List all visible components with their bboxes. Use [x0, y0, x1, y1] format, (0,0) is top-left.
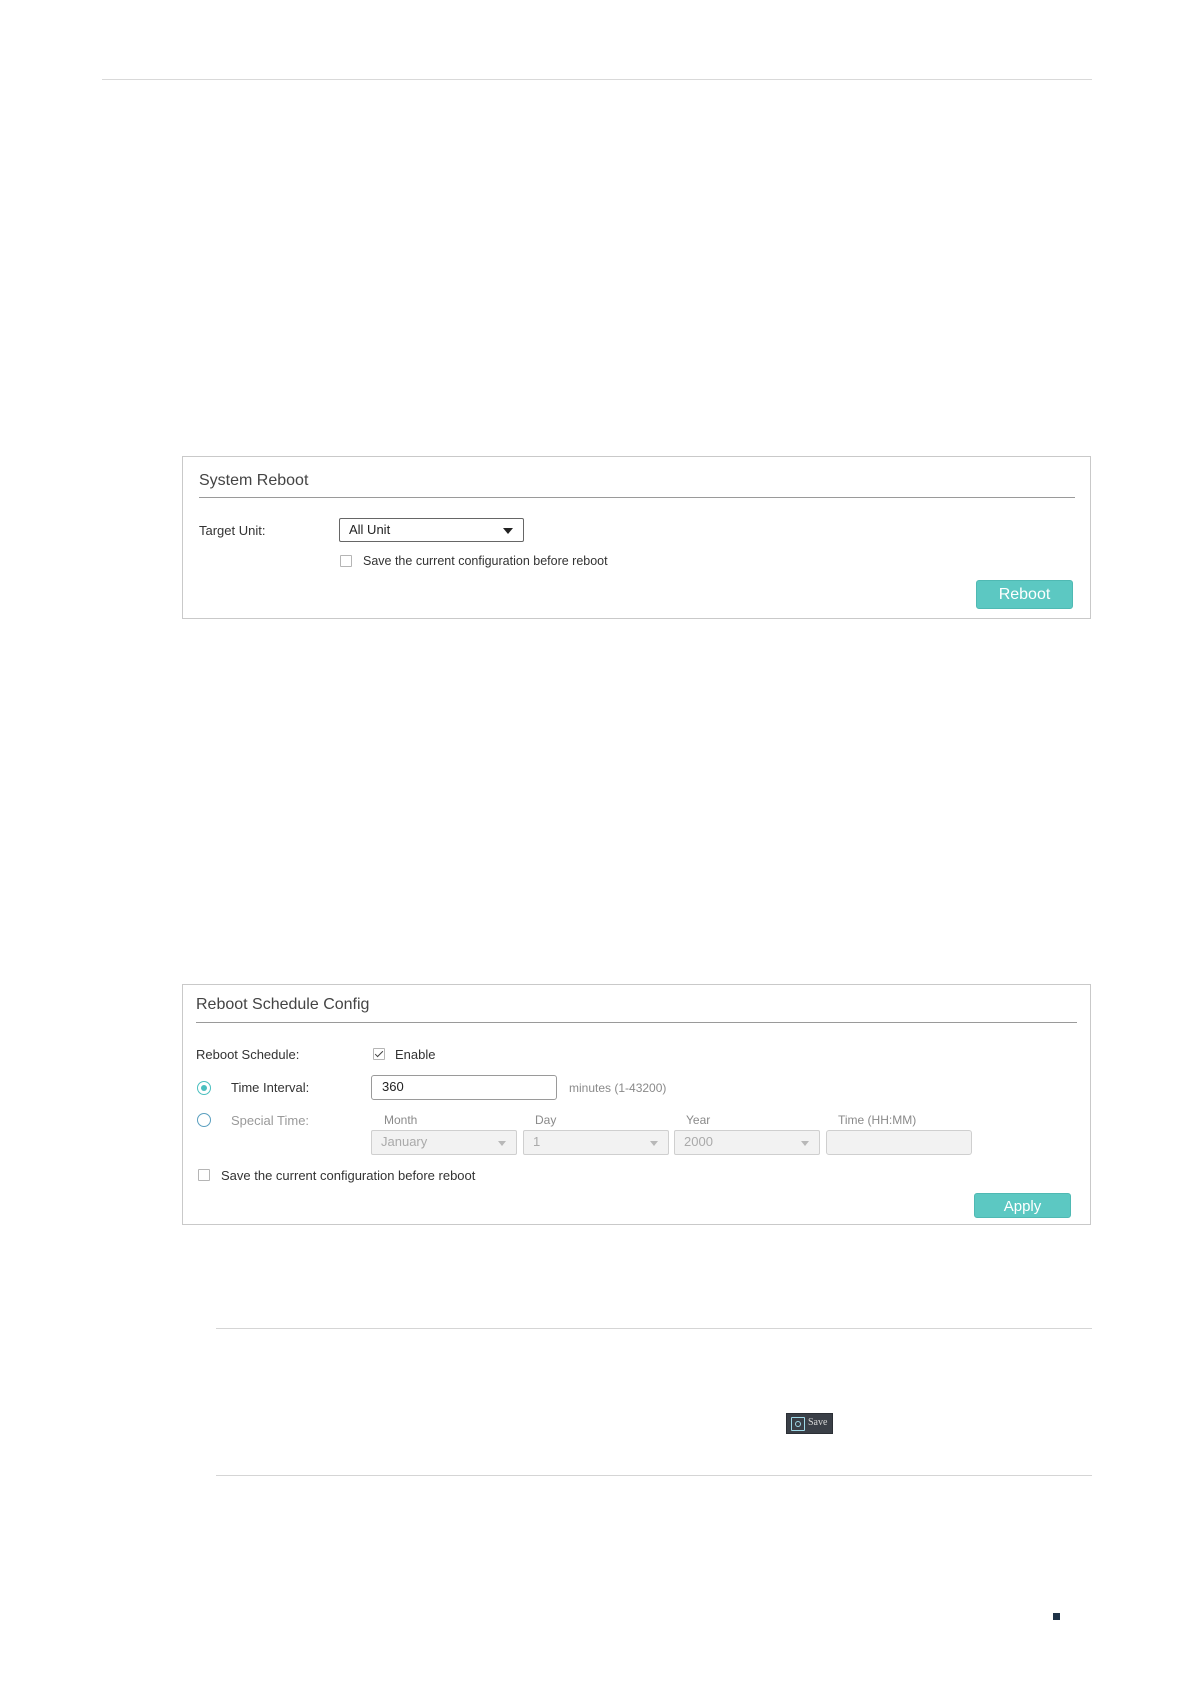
panel-title: Reboot Schedule Config [196, 996, 370, 1013]
day-value: 1 [533, 1134, 541, 1149]
year-value: 2000 [684, 1134, 713, 1149]
month-value: January [381, 1134, 428, 1149]
panel-title-rule [199, 497, 1075, 498]
panel-title: System Reboot [199, 472, 309, 489]
day-select[interactable] [523, 1130, 669, 1155]
save-config-checkbox[interactable] [340, 555, 352, 567]
target-unit-label: Target Unit: [199, 523, 266, 538]
note-bottom-rule [216, 1475, 1092, 1476]
target-unit-select[interactable] [339, 518, 524, 542]
year-select[interactable] [674, 1130, 820, 1155]
save-icon [786, 1413, 833, 1434]
enable-checkbox[interactable] [373, 1048, 385, 1060]
page-marker [1053, 1613, 1060, 1620]
save-config-label: Save the current configuration before reboot [363, 554, 608, 568]
panel-title-rule [196, 1022, 1077, 1023]
chevron-down-icon [801, 1141, 809, 1146]
day-label: Day [535, 1113, 557, 1127]
month-label: Month [384, 1113, 418, 1127]
reboot-button[interactable]: Reboot [976, 580, 1073, 609]
reboot-schedule-panel [182, 984, 1091, 1225]
year-label: Year [686, 1113, 711, 1127]
time-interval-hint: minutes (1-43200) [569, 1081, 667, 1095]
save-icon-label: Save [808, 1417, 828, 1428]
month-select[interactable] [371, 1130, 517, 1155]
header-rule [102, 79, 1092, 80]
chevron-down-icon [498, 1141, 506, 1146]
system-reboot-panel [182, 456, 1091, 619]
time-hhmm-label: Time (HH:MM) [838, 1113, 917, 1127]
save-config-checkbox[interactable] [198, 1169, 210, 1181]
gear-icon [791, 1417, 805, 1431]
time-interval-radio[interactable] [197, 1081, 211, 1095]
enable-label: Enable [395, 1047, 436, 1062]
time-interval-label: Time Interval: [231, 1080, 310, 1095]
chevron-down-icon [650, 1141, 658, 1146]
reboot-schedule-label: Reboot Schedule: [196, 1047, 300, 1062]
time-interval-input[interactable]: 360 [371, 1075, 557, 1100]
special-time-label: Special Time: [231, 1113, 310, 1128]
save-config-label: Save the current configuration before reboot [221, 1168, 476, 1183]
apply-button[interactable]: Apply [974, 1193, 1071, 1218]
note-top-rule [216, 1328, 1092, 1329]
time-hhmm-input[interactable] [826, 1130, 972, 1155]
special-time-radio[interactable] [197, 1113, 211, 1127]
chevron-down-icon [503, 528, 513, 534]
target-unit-value: All Unit [349, 522, 391, 537]
